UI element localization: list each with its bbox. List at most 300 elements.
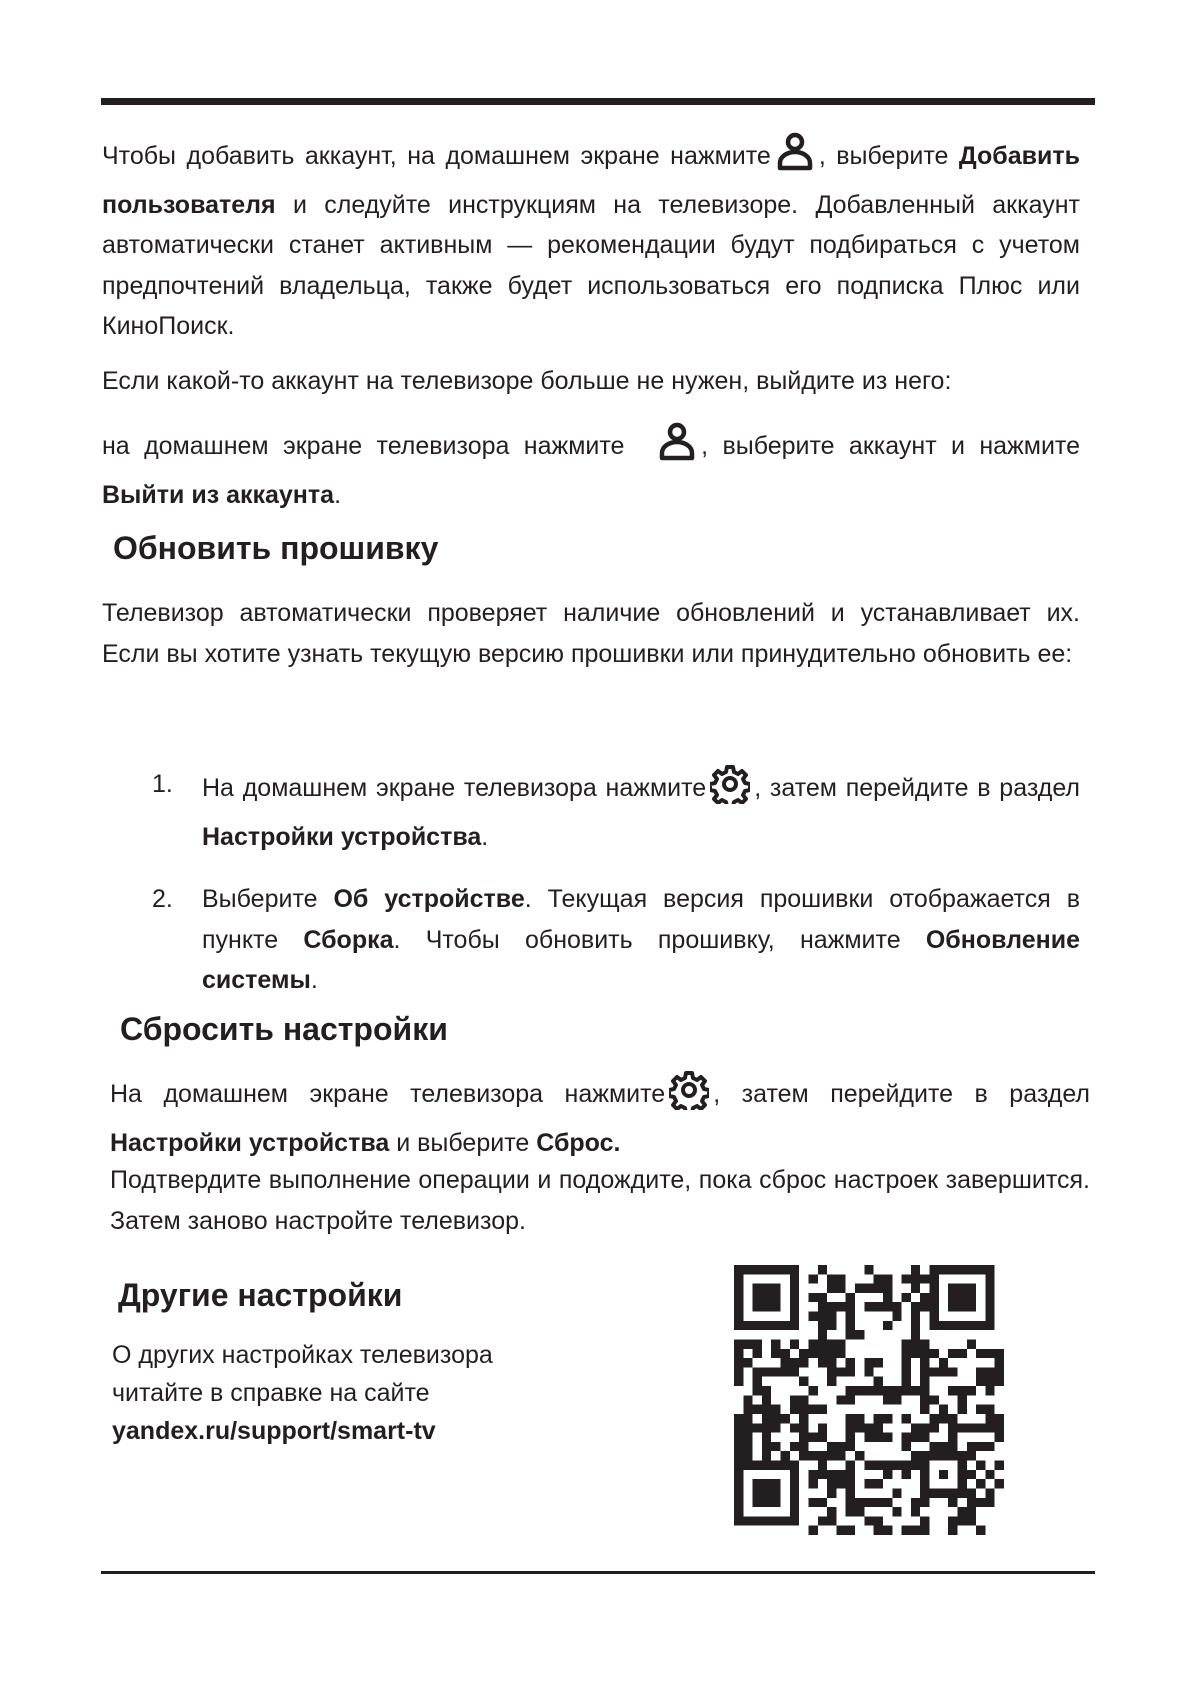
qr-module bbox=[846, 1498, 855, 1507]
qr-module bbox=[762, 1442, 771, 1451]
qr-module bbox=[967, 1423, 976, 1432]
bold-text: Выйти из аккаунта bbox=[102, 480, 335, 509]
qr-module bbox=[799, 1358, 808, 1367]
qr-module bbox=[827, 1312, 836, 1321]
qr-module bbox=[855, 1498, 864, 1507]
qr-module bbox=[846, 1414, 855, 1423]
qr-module bbox=[995, 1423, 1004, 1432]
qr-module bbox=[771, 1405, 780, 1414]
qr-module bbox=[762, 1451, 771, 1460]
qr-module bbox=[995, 1433, 1004, 1442]
qr-module bbox=[976, 1498, 985, 1507]
qr-module bbox=[771, 1423, 780, 1432]
qr-module bbox=[883, 1433, 892, 1442]
qr-module bbox=[799, 1414, 808, 1423]
qr-module bbox=[864, 1367, 873, 1376]
qr-module bbox=[911, 1265, 920, 1274]
qr-module bbox=[939, 1414, 948, 1423]
text: , затем перейдите в раздел bbox=[754, 774, 1080, 802]
qr-module bbox=[967, 1451, 976, 1460]
qr-module bbox=[753, 1284, 781, 1312]
qr-module bbox=[743, 1395, 752, 1404]
qr-module bbox=[808, 1451, 817, 1460]
qr-module bbox=[827, 1479, 836, 1488]
text: , выберите аккаунт и нажмите bbox=[701, 432, 1080, 460]
qr-module bbox=[995, 1367, 1004, 1376]
qr-module bbox=[846, 1433, 855, 1442]
qr-module bbox=[957, 1516, 966, 1525]
qr-module bbox=[808, 1349, 817, 1358]
text: и выберите bbox=[389, 1128, 537, 1157]
qr-module bbox=[902, 1433, 911, 1442]
qr-module bbox=[911, 1526, 920, 1535]
qr-module bbox=[930, 1442, 939, 1451]
qr-module bbox=[836, 1349, 845, 1358]
qr-module bbox=[855, 1386, 864, 1395]
qr-module bbox=[902, 1358, 911, 1367]
qr-module bbox=[864, 1284, 873, 1293]
qr-module bbox=[827, 1302, 836, 1311]
text: Выберите bbox=[202, 885, 334, 913]
qr-module bbox=[911, 1433, 920, 1442]
qr-module bbox=[753, 1405, 762, 1414]
qr-module bbox=[957, 1386, 966, 1395]
qr-module bbox=[902, 1386, 911, 1395]
qr-module bbox=[911, 1321, 920, 1330]
qr-module bbox=[883, 1414, 892, 1423]
text: , выберите bbox=[818, 142, 949, 170]
qr-module bbox=[846, 1488, 855, 1497]
qr-module bbox=[874, 1498, 883, 1507]
qr-module bbox=[846, 1312, 855, 1321]
bold-text: Обновление системы bbox=[202, 925, 1080, 994]
qr-module bbox=[902, 1414, 911, 1423]
gear-icon bbox=[669, 1070, 709, 1123]
qr-module bbox=[892, 1488, 901, 1497]
qr-module bbox=[781, 1414, 790, 1423]
qr-module bbox=[985, 1498, 994, 1507]
qr-module bbox=[855, 1414, 864, 1423]
qr-module bbox=[874, 1377, 883, 1386]
qr-module bbox=[771, 1442, 780, 1451]
qr-module bbox=[892, 1507, 901, 1516]
qr-module bbox=[836, 1367, 845, 1376]
qr-module bbox=[967, 1498, 976, 1507]
qr-module bbox=[957, 1507, 966, 1516]
qr-module bbox=[911, 1302, 920, 1311]
qr-module bbox=[743, 1405, 752, 1414]
qr-module bbox=[911, 1339, 920, 1348]
qr-module bbox=[911, 1349, 920, 1358]
qr-module bbox=[892, 1461, 901, 1470]
qr-module bbox=[827, 1274, 836, 1283]
qr-module bbox=[827, 1507, 836, 1516]
qr-module bbox=[920, 1395, 929, 1404]
qr-module bbox=[995, 1461, 1004, 1470]
qr-module bbox=[874, 1358, 883, 1367]
qr-module bbox=[827, 1321, 836, 1330]
qr-module bbox=[762, 1433, 771, 1442]
qr-module bbox=[920, 1526, 929, 1535]
qr-module bbox=[883, 1461, 892, 1470]
text: Чтобы добавить аккаунт, на домашнем экране нажмите bbox=[102, 142, 771, 170]
qr-module bbox=[864, 1423, 873, 1432]
qr-module bbox=[846, 1479, 855, 1488]
text: . Чтобы обновить прошивку, нажмите bbox=[393, 925, 926, 954]
qr-module bbox=[790, 1339, 799, 1348]
qr-module bbox=[836, 1395, 845, 1404]
qr-module bbox=[976, 1479, 985, 1488]
qr-module bbox=[864, 1479, 873, 1488]
qr-module bbox=[911, 1274, 920, 1283]
text: и следуйте инструкциям на телевизоре. Добавленный аккаунт автоматически станет активным — рекомендации будут подбираться с учетом предпочтений владельца, также будет использоваться его подписка Плюс или КиноПоиск. bbox=[102, 190, 1080, 340]
qr-module bbox=[948, 1414, 957, 1423]
qr-module bbox=[874, 1284, 883, 1293]
qr-module bbox=[836, 1526, 845, 1535]
text: . bbox=[310, 966, 318, 994]
bold-text: Добавить пользователя bbox=[102, 142, 1080, 219]
firmware-intro: Телевизор автоматически проверяет наличие обновлений и устанавливает их. Если вы хотите узнать текущую версию прошивки или принудительно обновить ее: bbox=[102, 599, 1080, 668]
qr-module bbox=[771, 1414, 780, 1423]
qr-module bbox=[808, 1470, 817, 1479]
qr-module bbox=[957, 1423, 966, 1432]
qr-module bbox=[818, 1330, 827, 1339]
qr-module bbox=[846, 1367, 855, 1376]
qr-module bbox=[967, 1488, 976, 1497]
qr-module bbox=[967, 1339, 976, 1348]
list-item bbox=[102, 879, 1080, 1001]
qr-module bbox=[846, 1461, 855, 1470]
qr-module bbox=[985, 1377, 994, 1386]
qr-module bbox=[846, 1302, 855, 1311]
qr-module bbox=[846, 1395, 855, 1404]
qr-module bbox=[911, 1284, 920, 1293]
qr-module bbox=[911, 1330, 920, 1339]
qr-module bbox=[762, 1405, 771, 1414]
firmware-heading: Обновить прошивку bbox=[113, 530, 439, 566]
qr-module bbox=[920, 1349, 929, 1358]
accounts-paragraph-1 bbox=[102, 132, 1080, 347]
qr-module bbox=[976, 1526, 985, 1535]
reset-paragraph-1 bbox=[110, 1070, 1090, 1163]
qr-module bbox=[855, 1284, 864, 1293]
qr-module bbox=[892, 1302, 901, 1311]
qr-module bbox=[957, 1349, 966, 1358]
qr-module bbox=[808, 1479, 817, 1488]
text: На домашнем экране телевизора нажмите bbox=[202, 774, 707, 802]
qr-module bbox=[948, 1442, 957, 1451]
qr-module bbox=[790, 1442, 799, 1451]
qr-module bbox=[734, 1451, 743, 1460]
qr-module bbox=[753, 1479, 781, 1507]
qr-module bbox=[771, 1367, 780, 1376]
qr-module bbox=[883, 1284, 892, 1293]
qr-module bbox=[818, 1293, 827, 1302]
qr-module bbox=[930, 1423, 939, 1432]
qr-module bbox=[902, 1293, 911, 1302]
qr-module bbox=[808, 1339, 817, 1348]
qr-module bbox=[827, 1470, 836, 1479]
text: . bbox=[481, 822, 489, 851]
qr-module bbox=[827, 1339, 836, 1348]
qr-module bbox=[920, 1498, 929, 1507]
qr-module bbox=[883, 1470, 892, 1479]
qr-module bbox=[883, 1293, 892, 1302]
qr-module bbox=[864, 1386, 873, 1395]
qr-module bbox=[818, 1321, 827, 1330]
qr-module bbox=[753, 1386, 762, 1395]
qr-module bbox=[892, 1312, 901, 1321]
qr-module bbox=[743, 1451, 752, 1460]
qr-module bbox=[771, 1339, 780, 1348]
qr-module bbox=[818, 1451, 827, 1460]
qr-module bbox=[920, 1358, 929, 1367]
qr-module bbox=[939, 1470, 948, 1479]
qr-module bbox=[753, 1339, 762, 1348]
bold-text: Об устройстве bbox=[333, 885, 525, 913]
qr-module bbox=[902, 1339, 911, 1348]
qr-module bbox=[743, 1358, 752, 1367]
qr-module bbox=[967, 1516, 976, 1525]
qr-module bbox=[827, 1488, 836, 1497]
qr-module bbox=[911, 1386, 920, 1395]
qr-module bbox=[771, 1349, 780, 1358]
qr-module bbox=[939, 1358, 948, 1367]
text: читайте в справке на сайте bbox=[112, 1379, 430, 1407]
qr-module bbox=[855, 1451, 864, 1460]
qr-module bbox=[883, 1274, 892, 1283]
qr-module bbox=[827, 1442, 836, 1451]
qr-module bbox=[883, 1498, 892, 1507]
qr-module bbox=[911, 1312, 920, 1321]
qr-module bbox=[864, 1461, 873, 1470]
qr-module bbox=[836, 1479, 845, 1488]
qr-module bbox=[948, 1433, 957, 1442]
qr-module bbox=[985, 1488, 994, 1497]
bottom-rule bbox=[101, 1571, 1095, 1574]
qr-module bbox=[855, 1423, 864, 1432]
qr-module bbox=[846, 1442, 855, 1451]
qr-module bbox=[883, 1526, 892, 1535]
qr-module bbox=[874, 1274, 883, 1283]
qr-module bbox=[920, 1516, 929, 1525]
qr-module bbox=[818, 1302, 827, 1311]
qr-module bbox=[920, 1433, 929, 1442]
other-heading: Другие настройки bbox=[118, 1277, 403, 1313]
qr-module bbox=[808, 1312, 817, 1321]
qr-module bbox=[930, 1414, 939, 1423]
support-link[interactable]: yandex.ru/support/smart-tv bbox=[112, 1417, 436, 1445]
qr-module bbox=[874, 1526, 883, 1535]
qr-module bbox=[948, 1349, 957, 1358]
qr-module bbox=[883, 1395, 892, 1404]
qr-module bbox=[846, 1507, 855, 1516]
accounts-paragraph-3 bbox=[102, 422, 1080, 515]
qr-module bbox=[734, 1377, 743, 1386]
qr-module bbox=[874, 1433, 883, 1442]
qr-module bbox=[799, 1377, 808, 1386]
qr-module bbox=[734, 1367, 743, 1376]
qr-module bbox=[985, 1470, 994, 1479]
qr-module bbox=[799, 1423, 808, 1432]
qr-module bbox=[781, 1358, 790, 1367]
qr-module bbox=[976, 1442, 985, 1451]
qr-module bbox=[808, 1274, 817, 1283]
bold-text: Настройки устройства bbox=[202, 822, 482, 851]
qr-module bbox=[948, 1423, 957, 1432]
qr-module bbox=[846, 1470, 855, 1479]
qr-module bbox=[734, 1358, 743, 1367]
qr-module bbox=[985, 1423, 994, 1432]
qr-module bbox=[734, 1433, 743, 1442]
qr-module bbox=[827, 1349, 836, 1358]
qr-module bbox=[818, 1433, 827, 1442]
user-icon bbox=[775, 132, 815, 185]
qr-module bbox=[818, 1470, 827, 1479]
qr-module bbox=[855, 1330, 864, 1339]
qr-module bbox=[836, 1274, 845, 1283]
qr-module bbox=[855, 1507, 864, 1516]
qr-module bbox=[920, 1274, 929, 1283]
qr-module bbox=[827, 1516, 836, 1525]
qr-module bbox=[790, 1405, 799, 1414]
qr-module bbox=[864, 1498, 873, 1507]
qr-module bbox=[911, 1461, 920, 1470]
qr-module bbox=[911, 1423, 920, 1432]
qr-module bbox=[846, 1526, 855, 1535]
qr-module bbox=[874, 1386, 883, 1395]
qr-module bbox=[874, 1516, 883, 1525]
qr-module bbox=[818, 1405, 827, 1414]
qr-module bbox=[790, 1367, 799, 1376]
qr-module bbox=[734, 1349, 743, 1358]
qr-module bbox=[762, 1414, 771, 1423]
qr-module bbox=[957, 1395, 966, 1404]
qr-module bbox=[818, 1312, 827, 1321]
qr-module bbox=[939, 1367, 948, 1376]
qr-module bbox=[995, 1358, 1004, 1367]
qr-module bbox=[818, 1339, 827, 1348]
qr-module bbox=[874, 1423, 883, 1432]
qr-module bbox=[911, 1507, 920, 1516]
qr-module bbox=[827, 1377, 836, 1386]
qr-module bbox=[995, 1349, 1004, 1358]
qr-module bbox=[743, 1339, 752, 1348]
qr-module bbox=[930, 1367, 939, 1376]
text: . bbox=[334, 480, 342, 509]
qr-module bbox=[799, 1349, 808, 1358]
qr-module bbox=[957, 1405, 966, 1414]
qr-module bbox=[930, 1349, 939, 1358]
qr-module bbox=[902, 1461, 911, 1470]
bold-text: Сброс. bbox=[536, 1128, 621, 1157]
qr-module bbox=[808, 1386, 817, 1395]
qr-module bbox=[902, 1442, 911, 1451]
qr-module bbox=[883, 1321, 892, 1330]
qr-module bbox=[781, 1451, 790, 1460]
qr-module bbox=[948, 1284, 976, 1312]
qr-module bbox=[874, 1302, 883, 1311]
qr-module bbox=[985, 1349, 994, 1358]
qr-module bbox=[976, 1423, 985, 1432]
qr-module bbox=[995, 1414, 1004, 1423]
qr-module bbox=[808, 1498, 817, 1507]
qr-module bbox=[995, 1479, 1004, 1488]
qr-module bbox=[883, 1302, 892, 1311]
qr-module bbox=[939, 1442, 948, 1451]
qr-module bbox=[836, 1339, 845, 1348]
qr-module bbox=[827, 1358, 836, 1367]
qr-module bbox=[902, 1526, 911, 1535]
qr-module bbox=[836, 1442, 845, 1451]
qr-module bbox=[790, 1423, 799, 1432]
qr-module bbox=[799, 1442, 808, 1451]
qr-module bbox=[818, 1358, 827, 1367]
qr-module bbox=[846, 1386, 855, 1395]
qr-module bbox=[762, 1386, 771, 1395]
qr-module bbox=[995, 1377, 1004, 1386]
qr-module bbox=[799, 1451, 808, 1460]
user-icon bbox=[657, 422, 697, 475]
qr-module bbox=[818, 1265, 827, 1274]
qr-module bbox=[836, 1284, 845, 1293]
qr-module bbox=[762, 1423, 771, 1432]
qr-module bbox=[846, 1423, 855, 1432]
qr-module bbox=[967, 1507, 976, 1516]
qr-module bbox=[827, 1451, 836, 1460]
qr-module bbox=[753, 1423, 762, 1432]
qr-module bbox=[753, 1377, 762, 1386]
firmware-steps bbox=[102, 764, 1080, 1023]
qr-module bbox=[836, 1451, 845, 1460]
qr-module bbox=[836, 1470, 845, 1479]
step-number: 2. bbox=[152, 885, 173, 913]
qr-module bbox=[920, 1367, 929, 1376]
qr-module bbox=[976, 1377, 985, 1386]
qr-module bbox=[920, 1339, 929, 1348]
qr-module bbox=[985, 1442, 994, 1451]
qr-module bbox=[799, 1433, 808, 1442]
qr-module bbox=[864, 1265, 873, 1274]
qr-module bbox=[846, 1358, 855, 1367]
qr-module bbox=[808, 1526, 817, 1535]
text: на домашнем экране телевизора нажмите bbox=[102, 432, 625, 460]
qr-module bbox=[976, 1405, 985, 1414]
qr-module bbox=[808, 1293, 817, 1302]
qr-module bbox=[734, 1423, 743, 1432]
qr-module bbox=[818, 1516, 827, 1525]
qr-module bbox=[753, 1349, 762, 1358]
qr-module bbox=[864, 1433, 873, 1442]
qr-module bbox=[781, 1349, 790, 1358]
qr-module bbox=[920, 1386, 929, 1395]
qr-module bbox=[762, 1367, 771, 1376]
qr-module bbox=[902, 1367, 911, 1376]
qr-module bbox=[985, 1367, 994, 1376]
qr-module bbox=[948, 1516, 957, 1525]
qr-module bbox=[734, 1442, 743, 1451]
qr-module bbox=[864, 1358, 873, 1367]
qr-module bbox=[920, 1423, 929, 1432]
accounts-paragraph-2: Если какой-то аккаунт на телевизоре больше не нужен, выйдите из него: bbox=[102, 367, 952, 395]
qr-module bbox=[874, 1461, 883, 1470]
qr-module bbox=[902, 1377, 911, 1386]
qr-module bbox=[920, 1302, 929, 1311]
qr-module bbox=[976, 1349, 985, 1358]
qr-module bbox=[743, 1423, 752, 1432]
qr-module bbox=[808, 1405, 817, 1414]
qr-module bbox=[864, 1516, 873, 1525]
